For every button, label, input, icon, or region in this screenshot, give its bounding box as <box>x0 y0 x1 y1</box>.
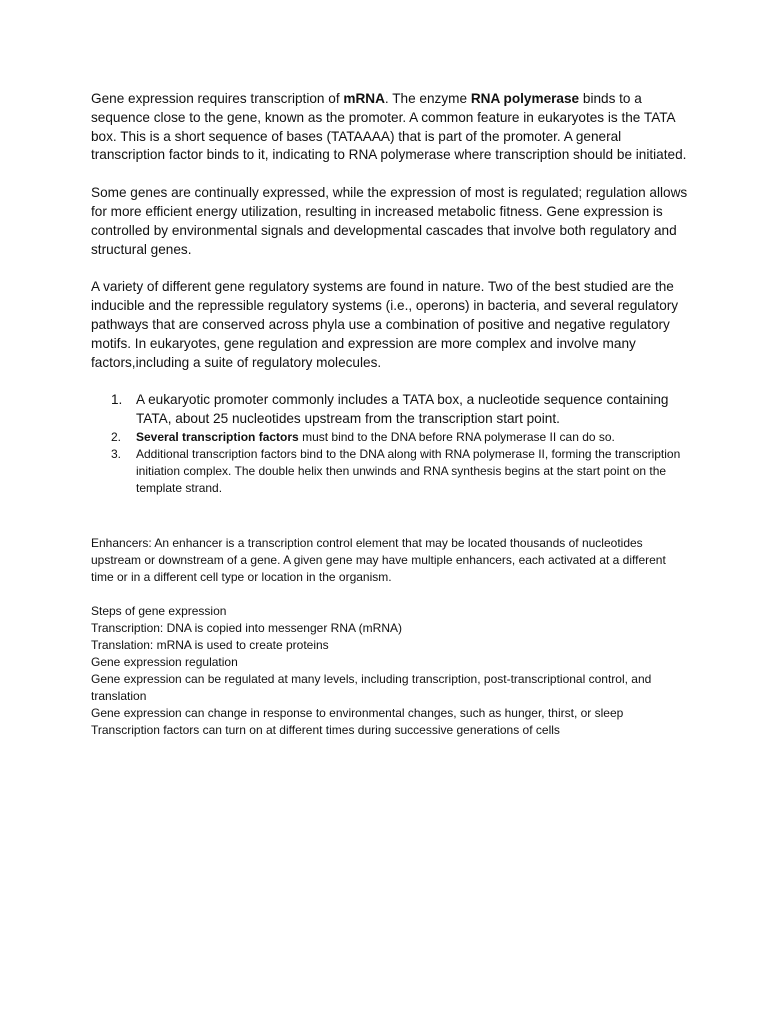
list-item-1 <box>91 391 691 429</box>
list-item-2 <box>91 429 691 446</box>
steps-line-translation: Translation: mRNA is used to create proteins <box>91 637 329 652</box>
document-page <box>91 90 691 739</box>
list-number-1: 1. <box>111 392 123 408</box>
list-number-3: 3. <box>111 446 122 461</box>
p1-text-3: binds to a sequence close to the gene, known as the promoter. A common feature in eukaryotes is the TATA box. This is a short sequence of bases (TATAAAA) that is part of the promoter. A general transcription factor binds to it, indicating to RNA polymerase where transcription should be initiated. <box>91 91 687 163</box>
steps-heading: Steps of gene expression <box>91 603 227 618</box>
p1-text-2: . The enzyme <box>384 91 471 106</box>
steps-section <box>91 603 691 739</box>
steps-line-regulation-levels: Gene expression can be regulated at many levels, including transcription, post-transcriptional control, and translation <box>91 671 652 703</box>
steps-line-regulation-heading: Gene expression regulation <box>91 654 238 669</box>
list-item-3 <box>91 446 691 497</box>
list-item-2-text: must bind to the DNA before RNA polymerase II can do so. <box>298 429 615 444</box>
p1-bold-rna-polymerase: RNA polymerase <box>470 91 580 106</box>
paragraph-gene-expression <box>91 90 691 165</box>
list-item-2-bold: Several transcription factors <box>136 429 299 444</box>
paragraph-regulatory-systems: A variety of different gene regulatory systems are found in nature. Two of the best studied are the inducible and the repressible regulatory systems (i.e., operons) in bacteria, and several regulatory pathways that are conserved across phyla use a combination of positive and negative regulatory motifs. In eukaryotes, gene regulation and expression are more complex and involve many factors,including a suite of regulatory molecules. <box>91 279 679 370</box>
numbered-list <box>91 391 691 497</box>
steps-line-transcription: Transcription: DNA is copied into messenger RNA (mRNA) <box>91 620 402 635</box>
steps-line-transcription-factors: Transcription factors can turn on at different times during successive generations of cells <box>91 722 560 737</box>
steps-line-environment: Gene expression can change in response to environmental changes, such as hunger, thirst, or sleep <box>91 705 624 720</box>
paragraph-regulation: Some genes are continually expressed, while the expression of most is regulated; regulation allows for more efficient energy utilization, resulting in increased metabolic fitness. Gene expression is controlled by environmental signals and developmental cascades that involve both regulatory and structural genes. <box>91 185 688 257</box>
paragraph-enhancers: Enhancers: An enhancer is a transcription control element that may be located thousands of nucleotides upstream or downstream of a gene. A given gene may have multiple enhancers, each activated at a different time or in a different cell type or location in the organism. <box>91 535 666 584</box>
p1-text-1: Gene expression requires transcription of <box>91 91 344 106</box>
p1-bold-mrna: mRNA <box>343 91 385 106</box>
list-item-3-text: Additional transcription factors bind to the DNA along with RNA polymerase II, forming the transcription initiation complex. The double helix then unwinds and RNA synthesis begins at the start point on the template strand. <box>136 446 681 495</box>
list-number-2: 2. <box>111 429 122 444</box>
list-item-1-text: A eukaryotic promoter commonly includes a TATA box, a nucleotide sequence containing TATA, about 25 nucleotides upstream from the transcription start point. <box>136 392 669 427</box>
